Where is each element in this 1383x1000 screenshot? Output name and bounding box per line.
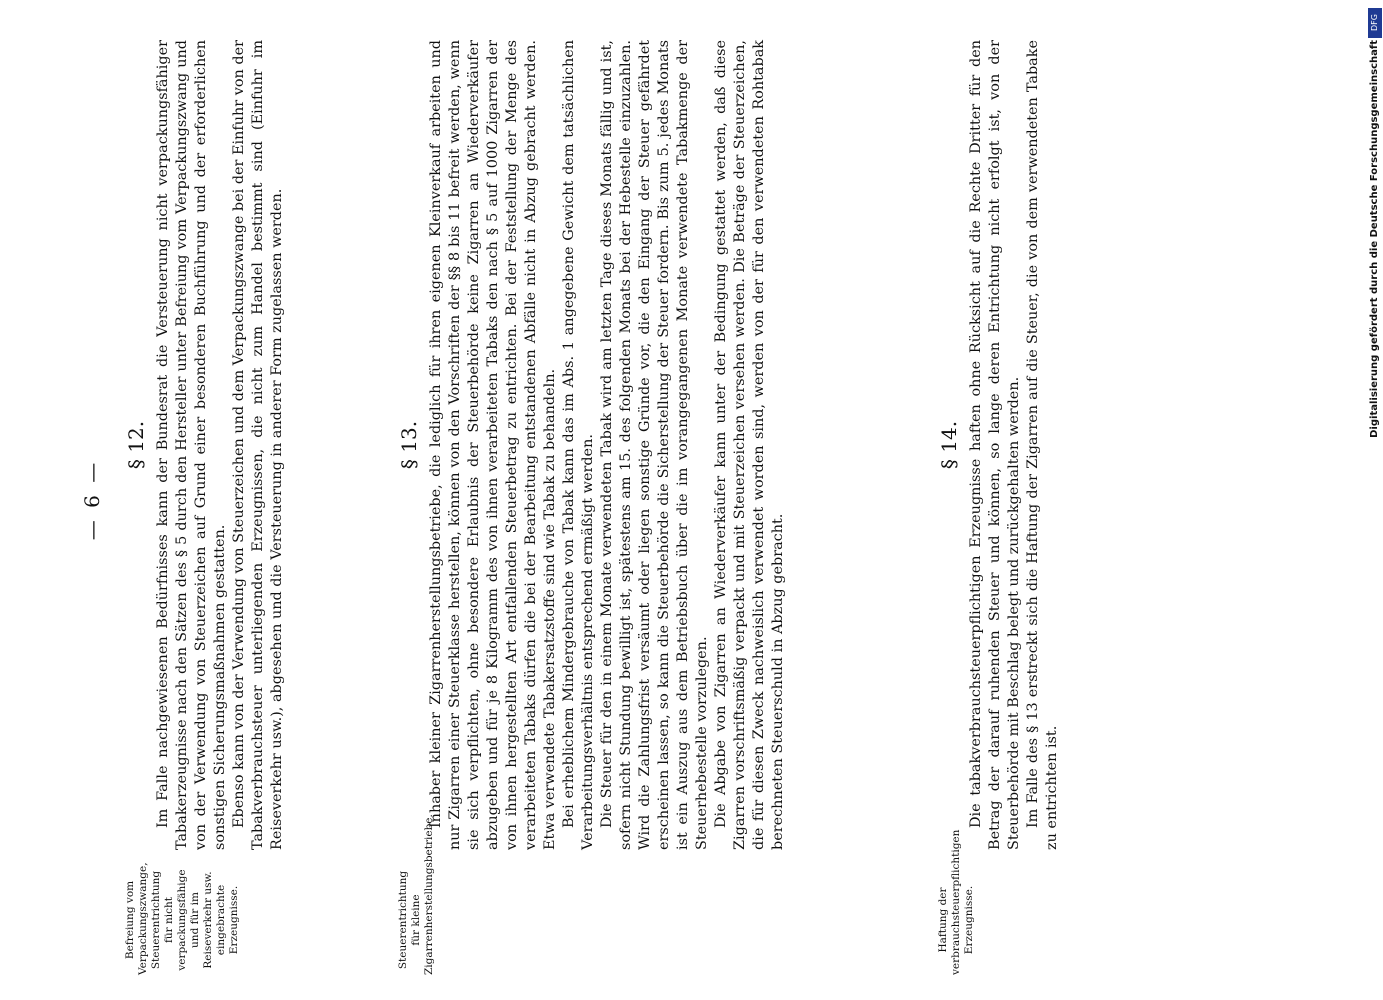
page-number: — 6 — [79, 459, 104, 541]
section-12 [123, 40, 287, 975]
paragraph: Inhaber kleiner Zigarrenherstellungsbetriebe, die lediglich für ihren eigenen Kleinverkauf arbeiten und nur Zigarren einer Steuerklasse herstellen, können von den Vorschriften der §§ 8 bis 11 befreit werden, wenn sie sich verpflichten, ohne besondere Erlaubnis der Steuerbehörde keine Zigarren an Wiederverkäufer abzugeben und für je 8 Kilogramm des von ihnen verarbeiteten Tabaks den nach § 5 auf 1000 Zigarren der von ihnen hergestellten Art entfallenden Steuerbetrag zu entrichten. Bei der Feststellung der Menge des verarbeiteten Tabaks dürfen die bei der Bearbeitung entstandenen Abfälle nicht in Abzug gebracht werden. Etwa verwendete Tabakersatzstoffe sind wie Tabak zu behandeln. [427, 40, 558, 850]
rotated-document-page [72, 20, 1312, 980]
funding-strip [1367, 0, 1383, 1000]
margin-note: Steuerentrichtung für kleine Zigarrenherstellungsbetriebe. [396, 814, 435, 975]
paragraph: Die Steuer für den in einem Monate verwendeten Tabak wird am letzten Tage dieses Monats fällig und ist, sofern nicht Stundung bewilligt ist, spätestens am 15. des folgenden Monats bei der Hebestelle einzuzahlen. Wird die Zahlungsfrist versäumt oder liegen sonstige Gründe vor, die den Eingang der Steuer gefährdet erscheinen lassen, so kann die Steuerbehörde die Sicherstellung der Steuer fordern. Bis zum 5. jedes Monats ist ein Auszug aus dem Betriebsbuch über die im vorangegangenen Monate verwendete Tabakmenge der Steuerhebestelle vorzulegen. [598, 40, 710, 850]
paragraph: Im Falle des § 13 erstreckt sich die Haftung der Zigarren auf die Steuer, die von dem verwendeten Tabake zu entrichten ist. [1024, 40, 1060, 850]
paragraph: Bei erheblichem Mindergebrauche von Tabak kann das im Abs. 1 angegebene Gewicht dem tatsächlichen Verarbeitungsverhältnis entsprechend ermäßigt werden. [560, 40, 596, 850]
dfg-logo: DFG [1368, 8, 1382, 38]
section-heading: § 12. [123, 420, 148, 470]
section-heading: § 13. [396, 420, 421, 470]
margin-note: Haftung der verbrauchsteuerpflichtigen Erzeugnisse. [936, 829, 975, 975]
paragraph: Die tabakverbrauchsteuerpflichtigen Erzeugnisse haften ohne Rücksicht auf die Rechte Dritter für den Betrag der darauf ruhenden Steuer und können, so lange deren Entrichtung nicht erfolgt ist, von der Steuerbehörde mit Beschlag belegt und zurückgehalten werden. [967, 40, 1022, 850]
paragraph: Im Falle nachgewiesenen Bedürfnisses kann der Bundesrat die Versteuerung nicht verpackungsfähiger Tabakerzeugnisse nach den Sätzen des § 5 durch den Hersteller unter Befreiung vom Verpackungszwang und von der Verwendung von Steuerzeichen auf Grund einer besonderen Buchführung und der erforderlichen sonstigen Sicherungsmaßnahmen gestatten. [154, 40, 228, 850]
paragraph: Die Abgabe von Zigarren an Wiederverkäufer kann unter der Bedingung gestattet werden, daß diese Zigarren vorschriftsmäßig verpackt und mit Steuerzeichen versehen werden. Die Beträge der Steuerzeichen, die für diesen Zweck nachweislich verwendet worden sind, werden von der für den verwendeten Rohtabak berechneten Steuerschuld in Abzug gebracht. [712, 40, 786, 850]
funding-note: Digitalisierung gefördert durch die Deutsche Forschungsgemeinschaft [1369, 40, 1380, 438]
margin-note: Befreiung vom Verpackungszwange, Steuerentrichtung für nicht verpackungsfähige und für im Reiseverkehr usw. eingebrachte Erzeugnisse. [123, 862, 240, 975]
section-14 [936, 40, 1062, 975]
section-heading: § 14. [936, 420, 961, 470]
paragraph: Ebenso kann von der Verwendung von Steuerzeichen und dem Verpackungszwange bei der Einfuhr von der Tabakverbrauchsteuer unterliegenden Erzeugnissen, die nicht zum Handel bestimmt sind (Einfuhr im Reiseverkehr usw.), abgesehen und die Versteuerung in anderer Form zugelassen werden. [230, 40, 285, 850]
section-13 [396, 40, 788, 975]
